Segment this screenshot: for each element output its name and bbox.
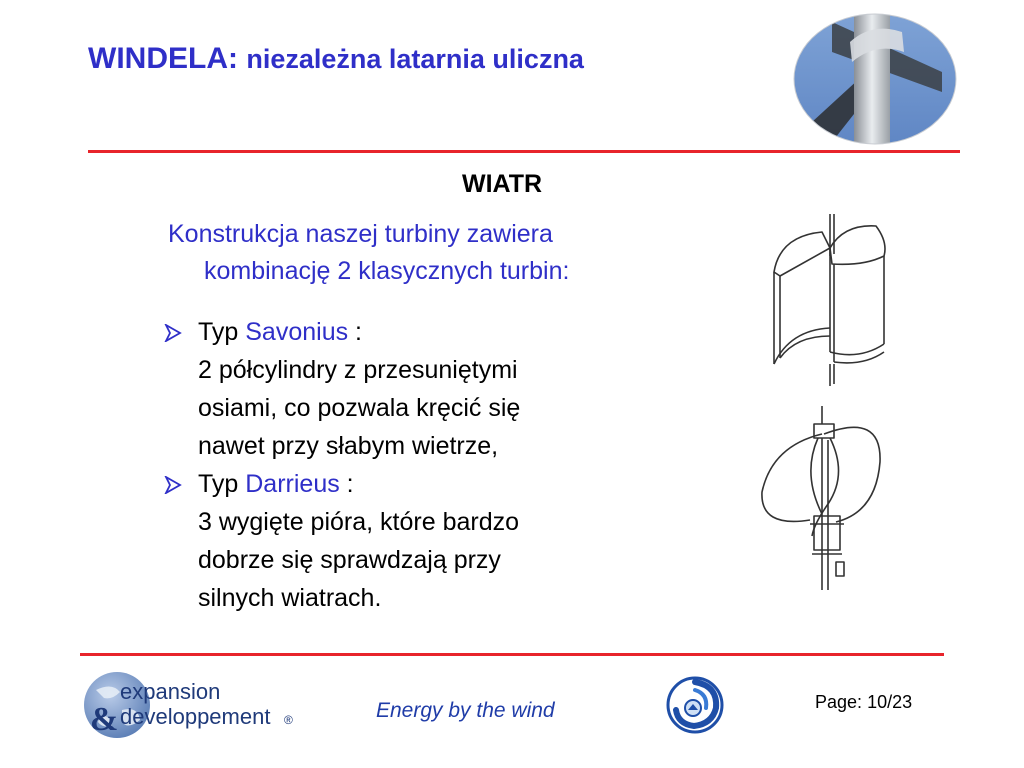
arrow-bullet-icon (164, 476, 182, 494)
intro-line-2: kombinację 2 klasycznych turbin: (204, 257, 570, 285)
bullet-prefix: Typ (198, 470, 239, 498)
page-number: Page: 10/23 (815, 692, 913, 712)
intro-line-1: Konstrukcja naszej turbiny zawiera (168, 220, 553, 248)
title-main: WINDELA (88, 42, 228, 75)
title-separator: : (227, 42, 238, 75)
footer-tagline: Energy by the wind (376, 699, 555, 722)
list-item-darrieus (164, 465, 520, 617)
section-heading: WIATR (462, 170, 543, 198)
turbine-name: Savonius (245, 318, 349, 346)
savonius-turbine-illustration (760, 212, 896, 388)
darrieus-turbine-illustration (752, 404, 898, 592)
logo-word-expansion: expansion (120, 679, 221, 704)
bullet-line: nawet przy słabym wietrze, (198, 432, 499, 460)
title-subtitle: niezależna latarnia uliczna (246, 44, 584, 74)
page-total: 23 (892, 692, 913, 712)
expansion-developpement-logo (82, 670, 310, 740)
bullet-suffix: : (339, 470, 354, 498)
bullet-line: osiami, co pozwala kręcić się (198, 394, 521, 422)
bottom-divider (80, 653, 944, 656)
bullet-line: dobrze się sprawdzają przy (198, 546, 501, 574)
logo-word-developpement: developpement (120, 704, 271, 729)
swirl-logo-icon (666, 676, 724, 734)
logo-ampersand: & (90, 701, 119, 738)
bullet-prefix: Typ (198, 318, 239, 346)
turbine-name: Darrieus (245, 470, 340, 498)
turbine-photo (792, 12, 958, 146)
page-title (88, 42, 584, 76)
intro-text (168, 216, 728, 290)
registered-mark: ® (284, 713, 293, 727)
page-current: 10 (867, 692, 888, 712)
top-divider (88, 150, 960, 153)
bullet-line: silnych wiatrach. (198, 584, 382, 612)
bullet-suffix: : (348, 318, 363, 346)
arrow-bullet-icon (164, 324, 182, 342)
list-item-savonius (164, 313, 520, 465)
page-label: Page: (815, 692, 863, 712)
bullet-line: 2 półcylindry z przesuniętymi (198, 356, 518, 384)
bullet-line: 3 wygięte pióra, które bardzo (198, 508, 520, 536)
turbine-type-list (164, 313, 520, 617)
